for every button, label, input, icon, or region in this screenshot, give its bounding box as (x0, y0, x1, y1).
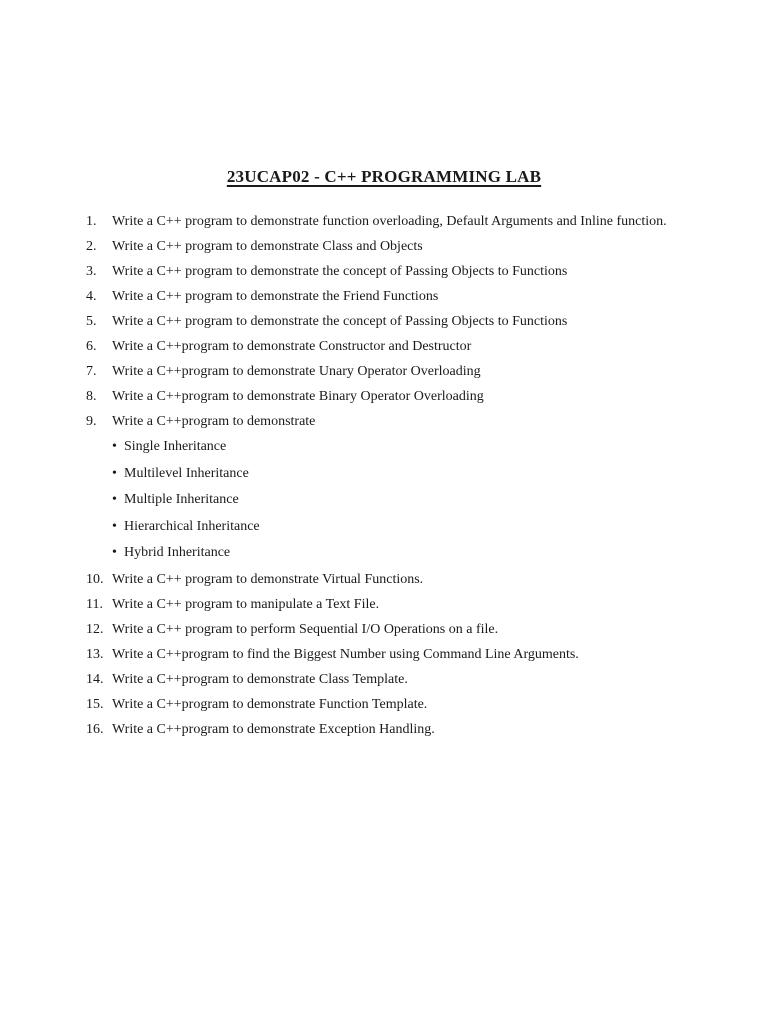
item-text: Write a C++program to demonstrate Exception Handling. (112, 721, 435, 737)
page-title (0, 167, 768, 187)
sub-list-item: • Single Inheritance (112, 434, 706, 461)
list-item (86, 259, 706, 284)
item-text: Write a C++program to demonstrate Function Template. (112, 696, 428, 712)
item-text: Write a C++ program to demonstrate the concept of Passing Objects to Functions (112, 264, 568, 279)
sub-list-item: • Multilevel Inheritance (112, 461, 706, 488)
item-number: 15. (86, 696, 104, 712)
list-item (86, 409, 706, 567)
item-number: 14. (86, 671, 104, 687)
item-text: Write a C++ program to manipulate a Text File. (112, 596, 380, 612)
item-number: 2. (86, 239, 97, 254)
item-number: 12. (86, 621, 104, 637)
list-item (86, 642, 706, 667)
item-number: 5. (86, 314, 97, 329)
item-text: Write a C++program to demonstrate Unary Operator Overloading (112, 364, 481, 379)
list-item (86, 567, 706, 592)
item-number: 1. (86, 214, 97, 229)
item-text: Write a C++program to demonstrate Constructor and Destructor (112, 339, 472, 354)
item-number: 16. (86, 721, 104, 737)
list-item (86, 209, 706, 234)
list-item (86, 717, 706, 742)
exercise-list (86, 209, 706, 742)
item-text: Write a C++ program to demonstrate function overloading, Default Arguments and Inline function. (112, 214, 667, 229)
item-number: 10. (86, 571, 104, 587)
list-item (86, 692, 706, 717)
list-item (86, 384, 706, 409)
list-item (86, 309, 706, 334)
item-text: Write a C++ program to demonstrate Virtual Functions. (112, 571, 424, 587)
list-item (86, 359, 706, 384)
list-item (86, 592, 706, 617)
sub-list-item: • Multiple Inheritance (112, 487, 706, 514)
item-number: 4. (86, 289, 97, 304)
item-number: 9. (86, 414, 97, 429)
item-text: Write a C++ program to demonstrate Class and Objects (112, 239, 423, 254)
page-title-text: 23UCAP02 - C++ PROGRAMMING LAB (226, 167, 542, 186)
item-number: 6. (86, 339, 97, 354)
item-number: 8. (86, 389, 97, 404)
sub-list-item: • Hierarchical Inheritance (112, 514, 706, 541)
list-item (86, 617, 706, 642)
item-number: 7. (86, 364, 97, 379)
item-text: Write a C++ program to demonstrate the concept of Passing Objects to Functions (112, 314, 568, 329)
sub-list-item: • Hybrid Inheritance (112, 540, 706, 567)
item-number: 11. (86, 596, 103, 612)
item-text: Write a C++ program to demonstrate the Friend Functions (112, 289, 439, 304)
item-number: 13. (86, 646, 104, 662)
inheritance-sublist (112, 434, 706, 567)
item-text: Write a C++ program to perform Sequential I/O Operations on a file. (112, 621, 499, 637)
list-item (86, 667, 706, 692)
list-item (86, 334, 706, 359)
item-text: Write a C++program to demonstrate Class Template. (112, 671, 408, 687)
item-number: 3. (86, 264, 97, 279)
item-text: Write a C++program to demonstrate (112, 414, 316, 429)
list-item (86, 234, 706, 259)
list-item (86, 284, 706, 309)
item-text: Write a C++program to find the Biggest Number using Command Line Arguments. (112, 646, 579, 662)
item-text: Write a C++program to demonstrate Binary Operator Overloading (112, 389, 484, 404)
